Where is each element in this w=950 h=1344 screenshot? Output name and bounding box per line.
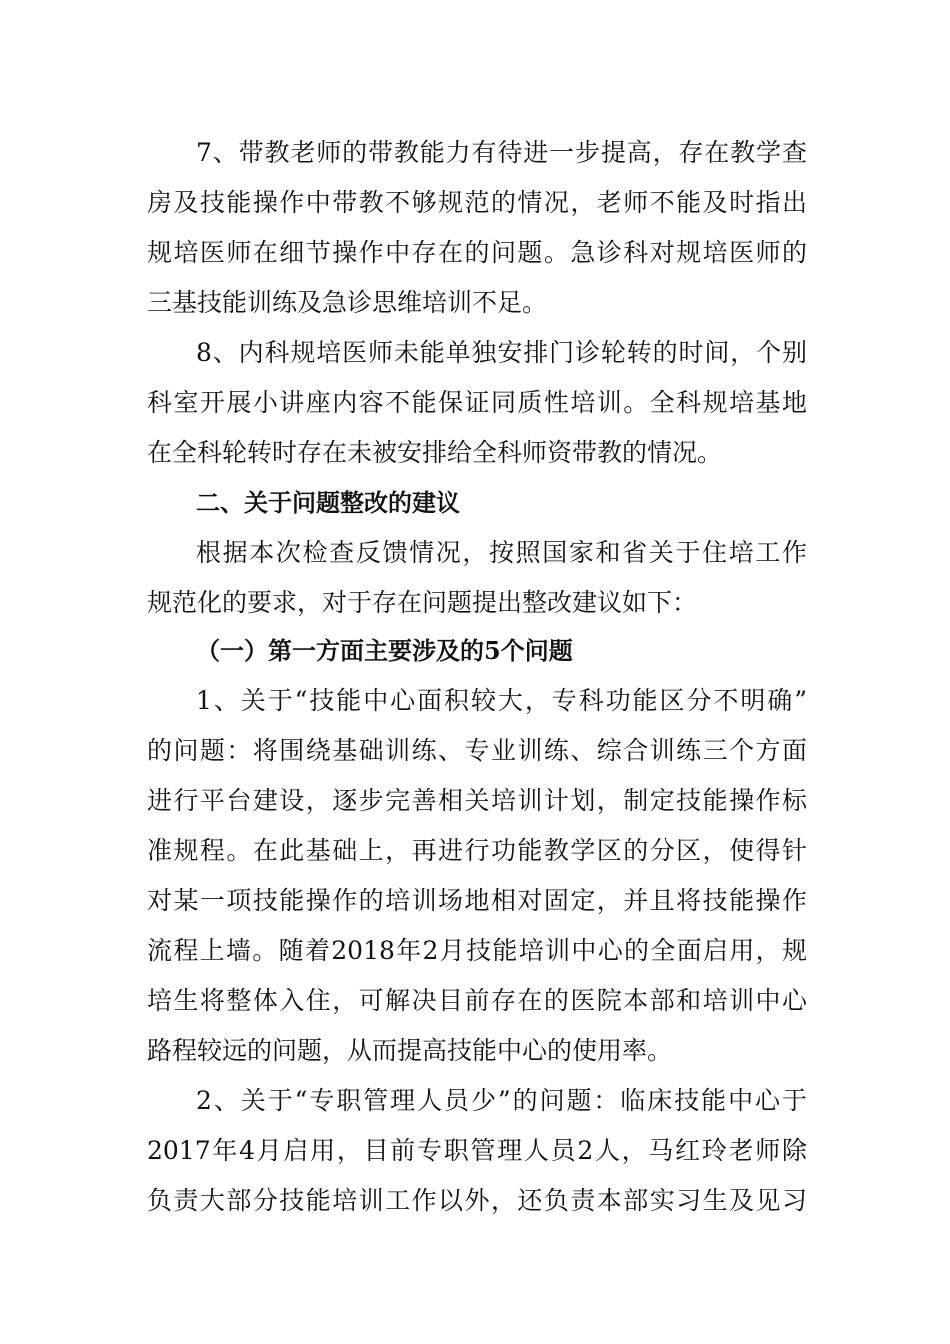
section-heading: 二、关于问题整改的建议: [196, 489, 460, 517]
paragraph-8-line-3: 在全科轮转时存在未被安排给全科师资带教的情况。: [147, 438, 723, 467]
item-2-line-2: 2017年4月启用，目前专职管理人员2人，马红玲老师除: [147, 1136, 807, 1165]
item-1-line-8: 路程较远的问题，从而提高技能中心的使用率。: [147, 1036, 673, 1065]
item-2-line-3: 负责大部分技能培训工作以外，还负责本部实习生及见习: [147, 1186, 807, 1215]
paragraph-8-line-2: 科室开展小讲座内容不能保证同质性培训。全科规培基地: [147, 388, 807, 417]
paragraph-7-line-3: 规培医师在细节操作中存在的问题。急诊科对规培医师的: [147, 238, 807, 267]
item-1-line-6: 流程上墙。随着2018年2月技能培训中心的全面启用，规: [147, 936, 807, 965]
subsection-heading: （一）第一方面主要涉及的5个问题: [196, 636, 573, 665]
paragraph-7-line-1: 7、带教老师的带教能力有待进一步提高，存在教学查: [196, 138, 807, 167]
item-1-line-1: 1、关于“技能中心面积较大，专科功能区分不明确”: [196, 686, 807, 715]
paragraph-7-line-4: 三基技能训练及急诊思维培训不足。: [147, 288, 548, 317]
item-1-line-5: 对某一项技能操作的培训场地相对固定，并且将技能操作: [147, 886, 807, 915]
paragraph-7-line-2: 房及技能操作中带教不够规范的情况，老师不能及时指出: [147, 188, 807, 217]
item-1-line-7: 培生将整体入住，可解决目前存在的医院本部和培训中心: [147, 986, 807, 1015]
item-1-line-2: 的问题：将围绕基础训练、专业训练、综合训练三个方面: [147, 736, 807, 765]
item-2-line-1: 2、关于“专职管理人员少”的问题：临床技能中心于: [196, 1086, 807, 1115]
item-1-line-3: 进行平台建设，逐步完善相关培训计划，制定技能操作标: [147, 786, 807, 815]
item-1-line-4: 准规程。在此基础上，再进行功能教学区的分区，使得针: [147, 836, 807, 865]
intro-line-2: 规范化的要求，对于存在问题提出整改建议如下：: [147, 588, 698, 617]
paragraph-8-line-1: 8、内科规培医师未能单独安排门诊轮转的时间，个别: [196, 338, 807, 367]
intro-line-1: 根据本次检查反馈情况，按照国家和省关于住培工作: [196, 538, 807, 567]
